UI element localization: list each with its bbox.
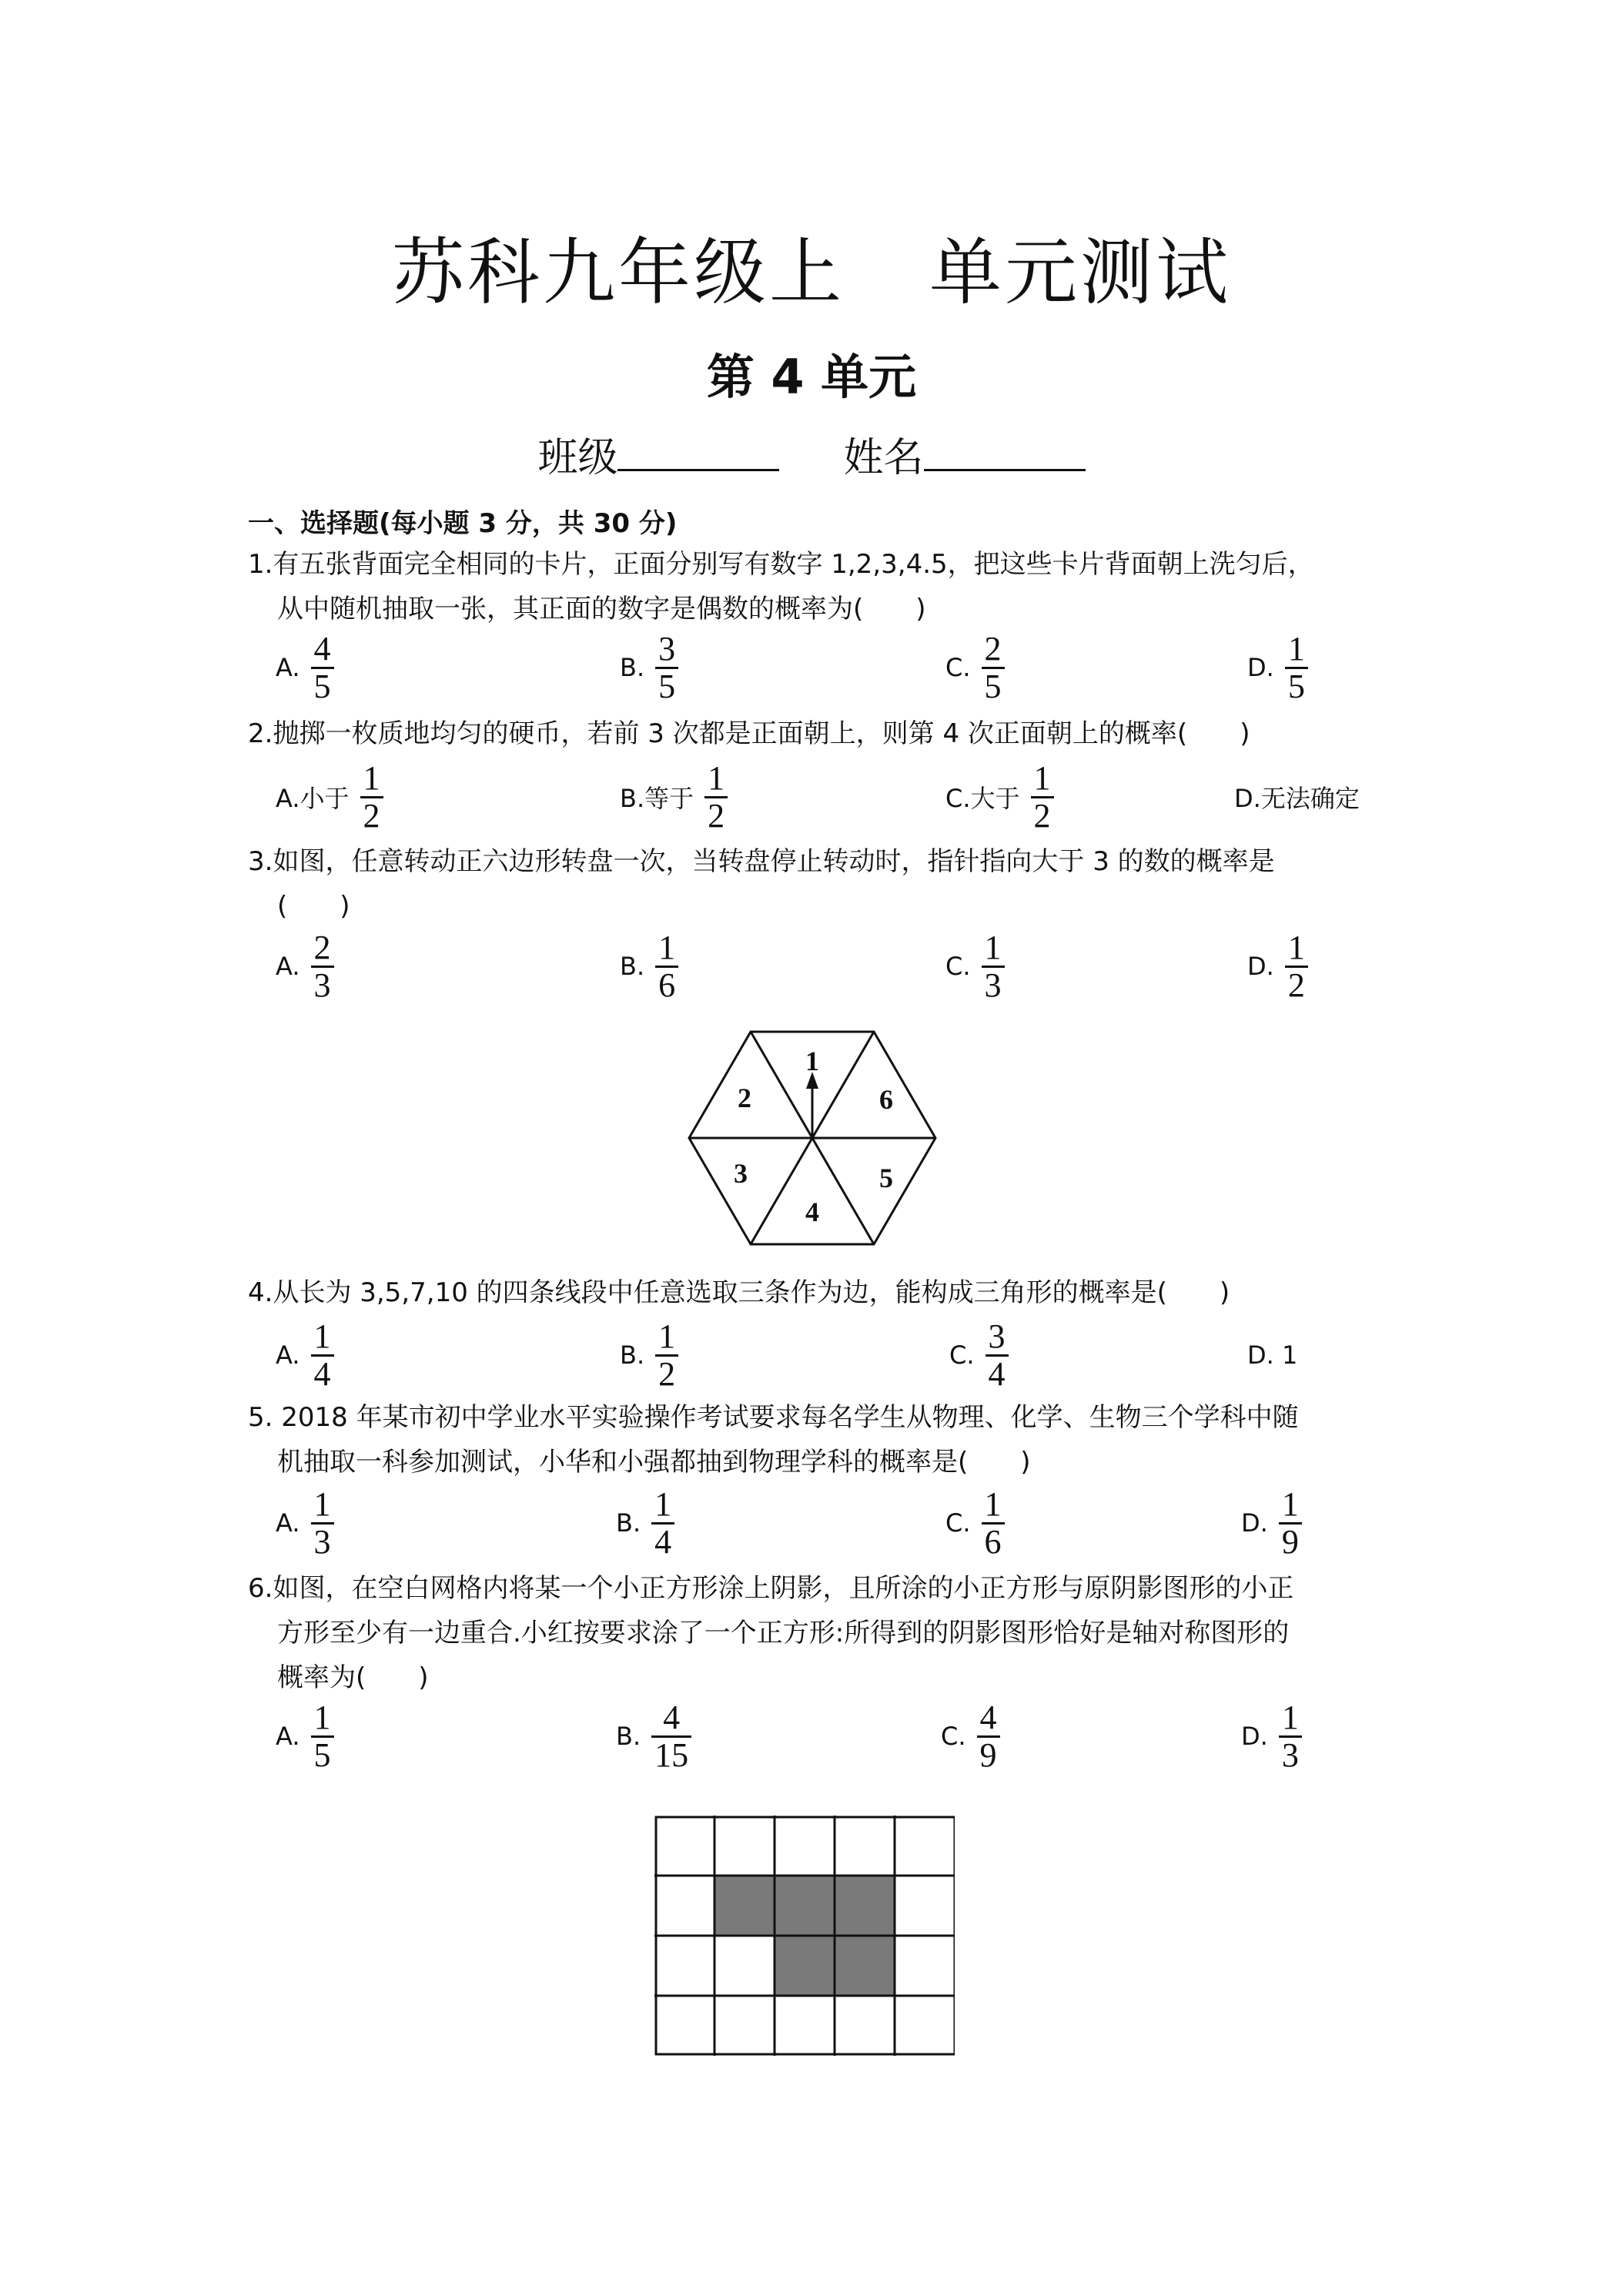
fraction: $\frac{1}{4}$ (311, 1319, 334, 1392)
q5-option-d[interactable]: D. $\frac{1}{9}$ (1241, 1481, 1302, 1565)
fraction: $\frac{4}{5}$ (311, 631, 334, 705)
question-1-line2: 从中随机抽取一张，其正面的数字是偶数的概率为( ) (277, 594, 926, 624)
question-1-line1: 1.有五张背面完全相同的卡片，正面分别写有数字 1,2,3,4.5，把这些卡片背面朝上洗匀后， (248, 549, 1314, 580)
question-5-line1: 5. 2018 年某市初中学业水平实验操作考试要求每名学生从物理、化学、生物三个学科中随 (248, 1402, 1299, 1433)
sector-label-1: 1 (805, 1046, 819, 1076)
shaded-square (714, 1876, 775, 1936)
fraction: $\frac{4}{15}$ (651, 1700, 691, 1773)
fraction: $\frac{1}{2}$ (1031, 761, 1054, 834)
shaded-grid-figure (654, 1816, 955, 2056)
question-4-line1: 4.从长为 3,5,7,10 的四条线段中任意选取三条作为边，能构成三角形的概率是( ) (248, 1277, 1230, 1308)
q1-option-b[interactable]: B. $\frac{3}{5}$ (620, 625, 678, 710)
sector-label-2: 2 (738, 1083, 751, 1113)
q2-option-a[interactable]: A.小于 $\frac{1}{2}$ (276, 755, 383, 839)
q5-option-a[interactable]: A. $\frac{1}{3}$ (276, 1481, 334, 1565)
unit-subtitle: 第 4 单元 (706, 349, 917, 405)
q6-option-c[interactable]: C. $\frac{4}{9}$ (941, 1694, 1000, 1779)
sector-label-3: 3 (734, 1158, 748, 1189)
question-1 (248, 542, 1403, 631)
q6-option-a[interactable]: A. $\frac{1}{5}$ (276, 1694, 334, 1779)
fraction: $\frac{1}{2}$ (655, 1319, 678, 1392)
title-right: 单元测试 (929, 231, 1232, 315)
fraction: $\frac{1}{5}$ (1285, 631, 1308, 705)
shaded-square (835, 1936, 895, 1996)
fraction: $\frac{3}{4}$ (986, 1319, 1009, 1392)
fraction: $\frac{1}{2}$ (704, 761, 728, 834)
name-label: 姓名 (843, 435, 924, 481)
fraction: $\frac{1}{3}$ (1279, 1700, 1302, 1773)
q6-option-d[interactable]: D. $\frac{1}{3}$ (1241, 1694, 1302, 1779)
q1-option-a[interactable]: A. $\frac{4}{5}$ (276, 625, 334, 710)
q4-option-b[interactable]: B. $\frac{1}{2}$ (620, 1313, 678, 1397)
fraction: $\frac{1}{3}$ (311, 1487, 334, 1560)
q5-option-c[interactable]: C. $\frac{1}{6}$ (945, 1481, 1005, 1565)
q3-option-a[interactable]: A. $\frac{2}{3}$ (276, 924, 334, 1009)
sector-label-6: 6 (879, 1084, 893, 1115)
q3-option-b[interactable]: B. $\frac{1}{6}$ (620, 924, 678, 1009)
name-blank[interactable] (924, 430, 1086, 471)
question-2-line1: 2.抛掷一枚质地均匀的硬币，若前 3 次都是正面朝上，则第 4 次正面朝上的概率( ) (248, 718, 1250, 749)
sector-label-4: 4 (805, 1197, 819, 1227)
fraction: $\frac{1}{6}$ (655, 930, 678, 1003)
title-left: 苏科九年级上 (391, 231, 845, 315)
section-heading: 一、选择题(每小题 3 分，共 30 分) (248, 508, 678, 539)
sector-label-5: 5 (879, 1163, 893, 1193)
fraction: $\frac{1}{9}$ (1279, 1487, 1302, 1560)
question-6 (248, 1566, 1403, 1700)
fraction: $\frac{1}{2}$ (1285, 930, 1308, 1003)
fraction: $\frac{1}{3}$ (982, 930, 1005, 1003)
shaded-square (775, 1936, 835, 1996)
fraction: $\frac{1}{5}$ (311, 1700, 334, 1773)
q3-option-c[interactable]: C. $\frac{1}{3}$ (945, 924, 1005, 1009)
fraction: $\frac{4}{9}$ (977, 1700, 1000, 1773)
class-blank[interactable] (617, 430, 779, 471)
question-6-line2: 方形至少有一边重合.小红按要求涂了一个正方形:所得到的阴影图形恰好是轴对称图形的 (277, 1618, 1290, 1648)
question-3 (248, 839, 1403, 929)
q6-option-b[interactable]: B. $\frac{4}{15}$ (616, 1694, 691, 1779)
q4-option-a[interactable]: A. $\frac{1}{4}$ (276, 1313, 334, 1397)
fraction: $\frac{1}{2}$ (360, 761, 383, 834)
question-6-line1: 6.如图，在空白网格内将某一个小正方形涂上阴影，且所涂的小正方形与原阴影图形的小正 (248, 1573, 1294, 1604)
question-2 (248, 711, 1403, 756)
fraction: $\frac{1}{6}$ (982, 1487, 1005, 1560)
question-3-line1: 3.如图，任意转动正六边形转盘一次，当转盘停止转动时，指针指向大于 3 的数的概率是 (248, 846, 1275, 877)
question-5 (248, 1395, 1403, 1484)
question-5-line2: 机抽取一科参加测试，小华和小强都抽到物理学科的概率是( ) (277, 1447, 1031, 1478)
fraction: $\frac{3}{5}$ (655, 631, 678, 705)
q5-option-b[interactable]: B. $\frac{1}{4}$ (616, 1481, 674, 1565)
question-3-line2: ( ) (277, 891, 350, 922)
q1-option-c[interactable]: C. $\frac{2}{5}$ (945, 625, 1005, 710)
q2-option-d[interactable]: D.无法确定 (1234, 784, 1360, 813)
class-name-line (0, 425, 1623, 483)
shaded-square (775, 1876, 835, 1936)
fraction: $\frac{1}{4}$ (651, 1487, 674, 1560)
question-4 (248, 1270, 1403, 1315)
q4-option-c[interactable]: C. $\frac{3}{4}$ (949, 1313, 1009, 1397)
page-title (0, 214, 1623, 318)
shaded-square (835, 1876, 895, 1936)
q2-option-c[interactable]: C.大于 $\frac{1}{2}$ (945, 755, 1054, 839)
fraction: $\frac{2}{5}$ (982, 631, 1005, 705)
question-6-line3: 概率为( ) (277, 1662, 429, 1693)
hexagon-spinner-figure (678, 1024, 947, 1255)
fraction: $\frac{2}{3}$ (311, 930, 334, 1003)
class-label: 班级 (537, 435, 618, 481)
q4-option-d[interactable]: D. 1 (1247, 1340, 1298, 1370)
q2-option-b[interactable]: B.等于 $\frac{1}{2}$ (620, 755, 728, 839)
q1-option-d[interactable]: D. $\frac{1}{5}$ (1247, 625, 1308, 710)
q3-option-d[interactable]: D. $\frac{1}{2}$ (1247, 924, 1308, 1009)
